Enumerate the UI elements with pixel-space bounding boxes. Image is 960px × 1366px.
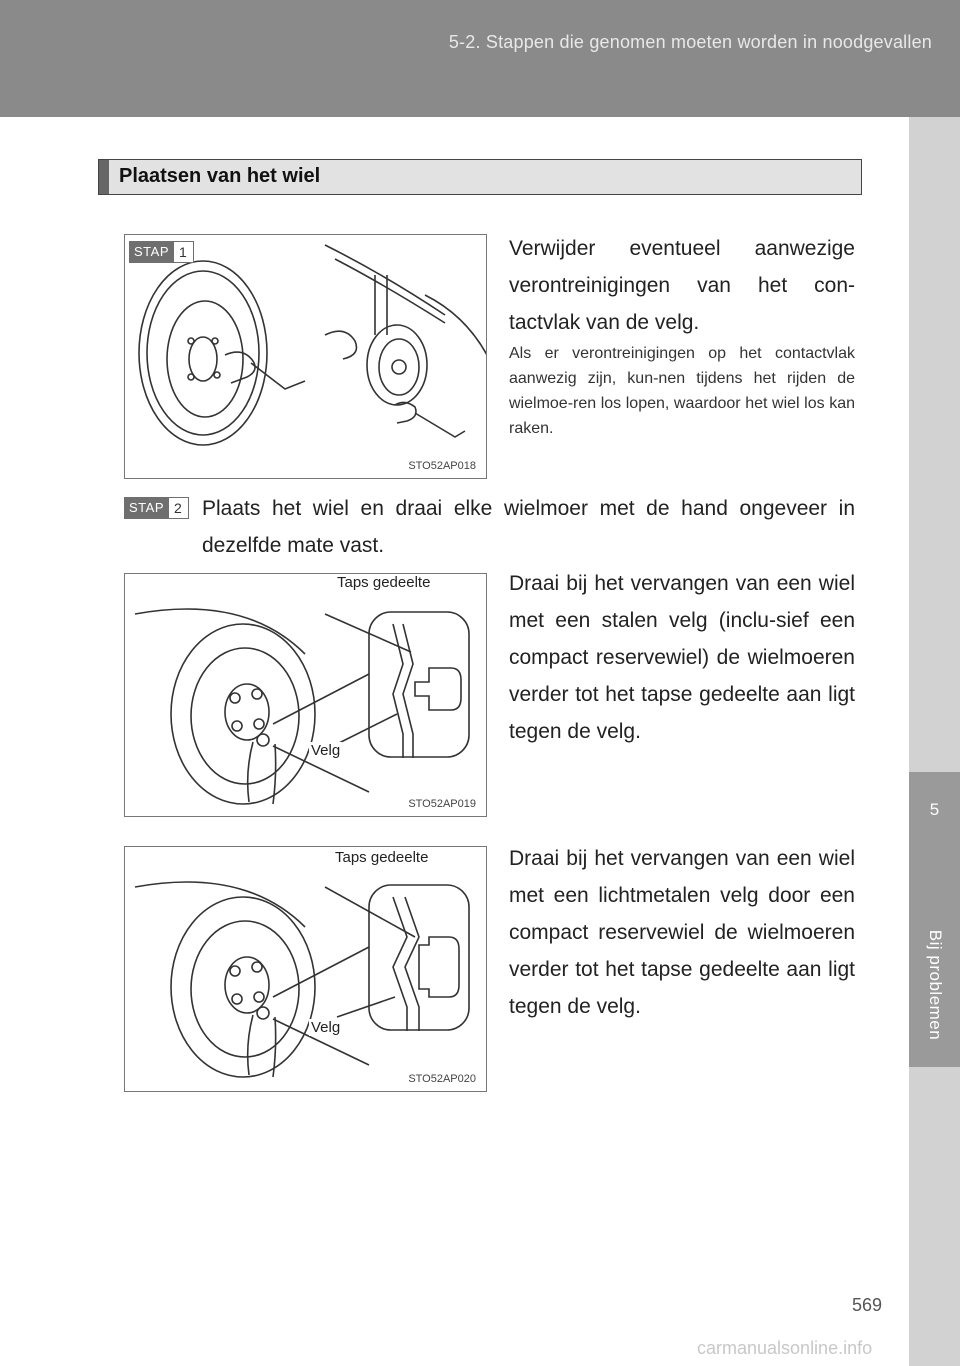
step-badge-2-label: STAP: [124, 497, 169, 519]
chapter-label-text: Bij problemen: [926, 929, 945, 1041]
step-badge-1-label: STAP: [129, 241, 174, 263]
figure-code-2: STO52AP019: [408, 798, 476, 810]
wheel-cleaning-illustration: [125, 235, 487, 479]
page-header: [0, 0, 960, 117]
callout-tapered-part-1: Taps gedeelte: [337, 574, 431, 591]
section-title: Plaatsen van het wiel: [119, 165, 321, 187]
callout-rim-2: Velg: [311, 1019, 341, 1036]
steel-wheel-instruction: Draai bij het vervangen van een wiel met een stalen velg (inclu-sief een compact reservewiel) de wielmoeren verder tot het tapse gedeelte aan ligt tegen de velg.: [509, 572, 855, 743]
callout-rim-1: Velg: [311, 742, 341, 759]
step-2-text: Plaats het wiel en draai elke wielmoer met de hand ongeveer in dezelfde mate vast.: [202, 497, 855, 557]
figure-code-3: STO52AP020: [408, 1073, 476, 1085]
alloy-wheel-nut-illustration: [125, 847, 487, 1092]
figure-steel-wheel-nut: [124, 573, 487, 817]
chapter-side-tab: [909, 117, 960, 1366]
running-header-title: 5-2. Stappen die genomen moeten worden in noodgevallen: [448, 32, 932, 52]
step-badge-2: [124, 497, 189, 519]
callout-tapered-part-2: Taps gedeelte: [335, 849, 429, 866]
watermark: carmanualsonline.info: [697, 1338, 873, 1358]
figure-code-1: STO52AP018: [408, 460, 476, 472]
figure-alloy-wheel-nut: [124, 846, 487, 1092]
step-badge-1: [129, 241, 194, 263]
step-badge-1-number: 1: [174, 241, 194, 263]
step-1-note: Als er verontreinigingen op het contactvlak aanwezig zijn, kun-nen tijdens het rijden de wielmoe-ren los lopen, waardoor het wiel los kan raken.: [509, 345, 855, 437]
section-heading-bar: [99, 160, 109, 194]
chapter-number: 5: [929, 800, 940, 819]
steel-wheel-nut-illustration: [125, 574, 487, 817]
step-badge-2-number: 2: [169, 497, 189, 519]
section-heading: [98, 159, 862, 195]
page-number: 569: [852, 1295, 883, 1315]
chapter-label: [911, 920, 959, 1050]
figure-clean-contact-surface: [124, 234, 487, 479]
alloy-wheel-instruction: Draai bij het vervangen van een wiel met een lichtmetalen velg door een compact reservewiel de wielmoeren verder tot het tapse gedeelte aan ligt tegen de velg.: [509, 847, 855, 1018]
step-1-text: Verwijder eventueel aanwezige verontreinigingen van het con-tactvlak van de velg.: [509, 237, 855, 334]
